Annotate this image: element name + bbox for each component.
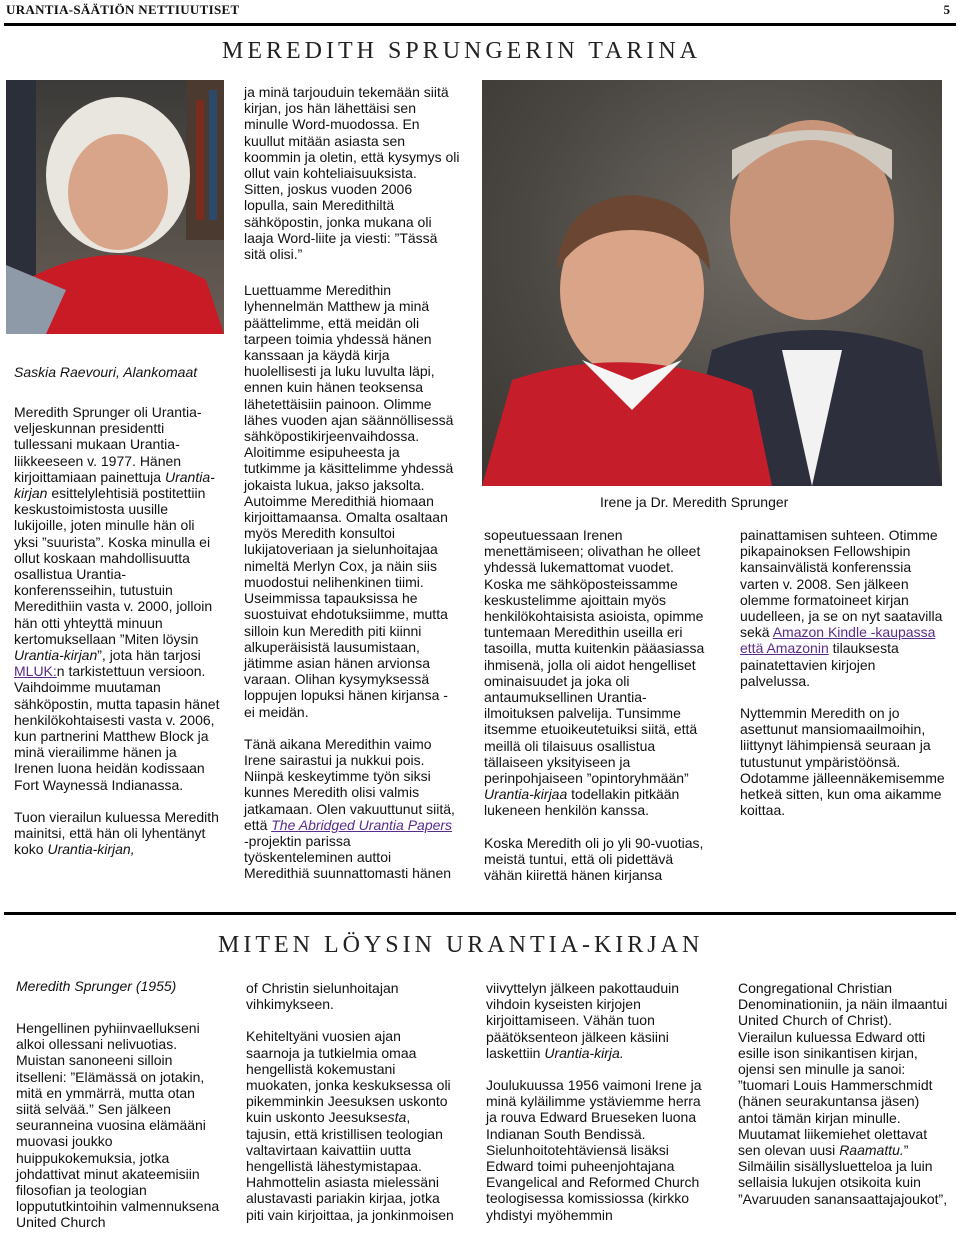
article1-column-3: sopeutuessaan Irenen menettämiseen; olivathan he olleet yhdessä lukemattomat vuodet. Koska me sähköposteissamme keskustelimme ajoittain myös henkilökohtaisista asioista, opimme tuntemaan Meredithin useilla eri tasoilla, mutta kuitenkin pääasiassa ihmisenä, jolla oli aidot hengelliset ominaisuudet ja joka oli antaumuksellinen Urantia-ilmoituksen palvelija. Tunsimme itsemme etuoikeutetuiksi siitä, että meillä oli tilaisuus osallistua tällaiseen yksityiseen ja perinpohjaiseen ”opintoryhmään” Urantia-kirjaa todellakin pitkään lukeneen henkilön kanssa. Koska Meredith oli jo yli 90-vuotias, meistä tuntui, että oli pidettävä vähän kiirettä hänen kirjansa (484, 527, 705, 884)
sprunger-couple-photo (482, 80, 942, 486)
article1-author: Saskia Raevouri, Alankomaat (14, 364, 198, 380)
amazon-link[interactable]: Amazon Kindle -kaupassa että Amazonin (740, 624, 936, 657)
article1-column-4: painattamisen suhteen. Otimme pikapainoksen Fellowshipin kansainvälistä konferenssia varten v. 2008. Sen jälkeen olemme formatoineet kirjan uudelleen, ja se on nyt saatavilla sekä Amazon Kindle -kaupassa että Amazonin tilauksesta painatettavien kirjojen palvelussa. Nyttemmin Meredith on jo asettunut mansiomaailmoihin, liittynyt lähimpiensä seuraan ja tutustunut ympäristöönsä. Odotamme jälleennäkemisemme hetkeä sitten, kun oma aikamme koittaa. (740, 527, 945, 819)
abridged-papers-link[interactable]: The Abridged Urantia Papers (271, 816, 453, 833)
article2-column-2: of Christin sielunhoitajan vihkimykseen. Kehiteltyäni vuosien ajan saarnoja ja tutkielmia omaa hengellistä kokemustani muokaten, jonka keskuksessa oli pikemminkin Jeesuksen uskonto kuin uskonto Jeesuksesta, tajusin, että kristillisen teologian valtavirtaan kaivattiin uutta hengellistä lähestymistapaa. Hahmottelin asiasta mielessäni alustavasti pariakin kirjaa, jotka piti vain kirjoittaa, ja jonkinmoisen (246, 980, 454, 1223)
page-number: 5 (943, 2, 950, 17)
saskia-photo (6, 80, 224, 334)
article2-author: Meredith Sprunger (1955) (16, 978, 177, 994)
section-rule (4, 912, 956, 915)
mluk-link[interactable]: MLUK: (14, 663, 57, 680)
photo-caption: Irene ja Dr. Meredith Sprunger (600, 494, 789, 510)
article2-column-1: Hengellinen pyhiinvaellukseni alkoi ollessani nelivuotias. Muistan sanoneeni silloin itselleni: ”Elämässä on jotakin, mitä en ymmärrä, mutta otan siitä selvää.” Sen jälkeen seuranneina vuosina elämääni muovasi joukko huippukokemuksia, jotka johdattivat minut akateemisiin filosofian ja teologian loppututkintoihin valmennuksena United Church (16, 1020, 220, 1231)
article2-column-3: viivyttelyn jälkeen pakottauduin vihdoin kyseisten kirjojen kirjoittamiseen. Vähän tuon päätöksenteon jälkeen käsiini laskettiin Urantia-kirja. Joulukuussa 1956 vaimoni Irene ja minä kyläilimme ystäviemme herra ja rouva Edward Brueseken luona Indianan South Bendissä. Sielunhoitotehtäviensä lisäksi Edward toimi puheenjohtajana Evangelical and Reformed Church teologisessa komissiossa (kirkko yhdistyi myöhemmin (486, 980, 702, 1223)
top-rule (4, 23, 956, 26)
publication-name: URANTIA-SÄÄTIÖN NETTIUUTISET (6, 2, 240, 17)
article2-title: MITEN LÖYSIN URANTIA-KIRJAN (218, 932, 704, 958)
article1-column-1: Meredith Sprunger oli Urantia-veljeskunnan presidentti tullessani mukaan Urantia-liikkeeseen v. 1977. Hänen kirjoittamiaan painettuja Urantia-kirjan esittelylehtisiä postitettiin keskustoimistosta uusille lukijoille, joten minulle hän oli yksi ”suurista”. Koska minulla ei ollut koskaan mahdollisuutta osallistua Urantia-konferensseihin, tutustuin Meredithiin vasta v. 2000, jolloin hän otti yhteyttä minuun kertomuksellaan ”Miten löysin Urantia-kirjan”, jota hän tarjosi MLUK:n tarkistettuun versioon. Vaihdoimme muutaman sähköpostin, mutta tapasin hänet henkilökohtaisesti vasta v. 2006, kun partnerini Matthew Block ja minä vierailimme hänen ja Irenen luona heidän kodissaan Fort Waynessä Indianassa. Tuon vierailun kuluessa Meredith mainitsi, että hän oli lyhentänyt koko Urantia-kirjan, (14, 404, 220, 858)
article2-column-4: Congregational Christian Denominationiin, ja näin ilmaantui United Church of Christ). Vierailun kuluessa Edward otti esille ison sinikantisen kirjan, ojensi sen minulle ja sanoi: ”tuomari Louis Hammerschmidt (hänen seurakuntansa jäsen) antoi tämän kirjan minulle. Muutamat liikemiehet olettavat sen olevan uusi Raamattu.” Silmäilin sisällysluetteloa ja luin sellaisia lukujen otsikoita kuin ”Avaruuden sanansaattajajoukot”, (738, 980, 948, 1207)
article1-title: MEREDITH SPRUNGERIN TARINA (222, 38, 701, 64)
article1-column-2: ja minä tarjouduin tekemään siitä kirjan, jos hän lähettäisi sen minulle Word-muodossa. En kuullut mitään asiasta sen koommin ja oletin, että kysymys oli ollut vain kohteliaisuuksista. Sitten, joskus vuoden 2006 lopulla, sain Meredithiltä sähköpostin, jonka mukana oli laaja Word-liite ja viesti: ”Tässä sitä olisi.” Luettuamme Meredithin lyhennelmän Matthew ja minä päättelimme, että meidän oli tarpeen toimia yhdessä hänen kanssaan ja käydä kirja huolellisesti ja luku luvulta läpi, ennen kuin hänen teoksensa lähetettäisiin painoon. Olimme lähes vuoden ajan säännöllisessä sähköpostikirjeenvaihdossa. Aloitimme esipuheesta ja tutkimme ja käsittelimme yhdessä jokaista lukua, jakso jaksolta. Autoimme Meredithiä hiomaan kirjoittamaansa. Omalta osaltaan myös Meredith konsultoi lukijatoveriaan ja sielunhoitajaa nimeltä Merlyn Cox, ja näin siis muodostui nelihenkinen tiimi. Useimmissa tapauksissa he suostuivat ehdotuksiimme, mutta silloin kun Meredith piti kiinni alkuperäisistä lausumistaan, jätimme asian hänen arvionsa varaan. Olihan kysymyksessä loppujen lopuksi hänen kirjansa - ei meidän. Tänä aikana Meredithin vaimo Irene sairastui ja nukkui pois. Niinpä keskeytimme työn siksi kunnes Meredith olisi valmis jatkamaan. Olen vakuuttunut siitä, että The Abridged Urantia Papers -projektin parissa työskenteleminen auttoi Meredithiä suunnattomasti hänen (244, 84, 460, 882)
